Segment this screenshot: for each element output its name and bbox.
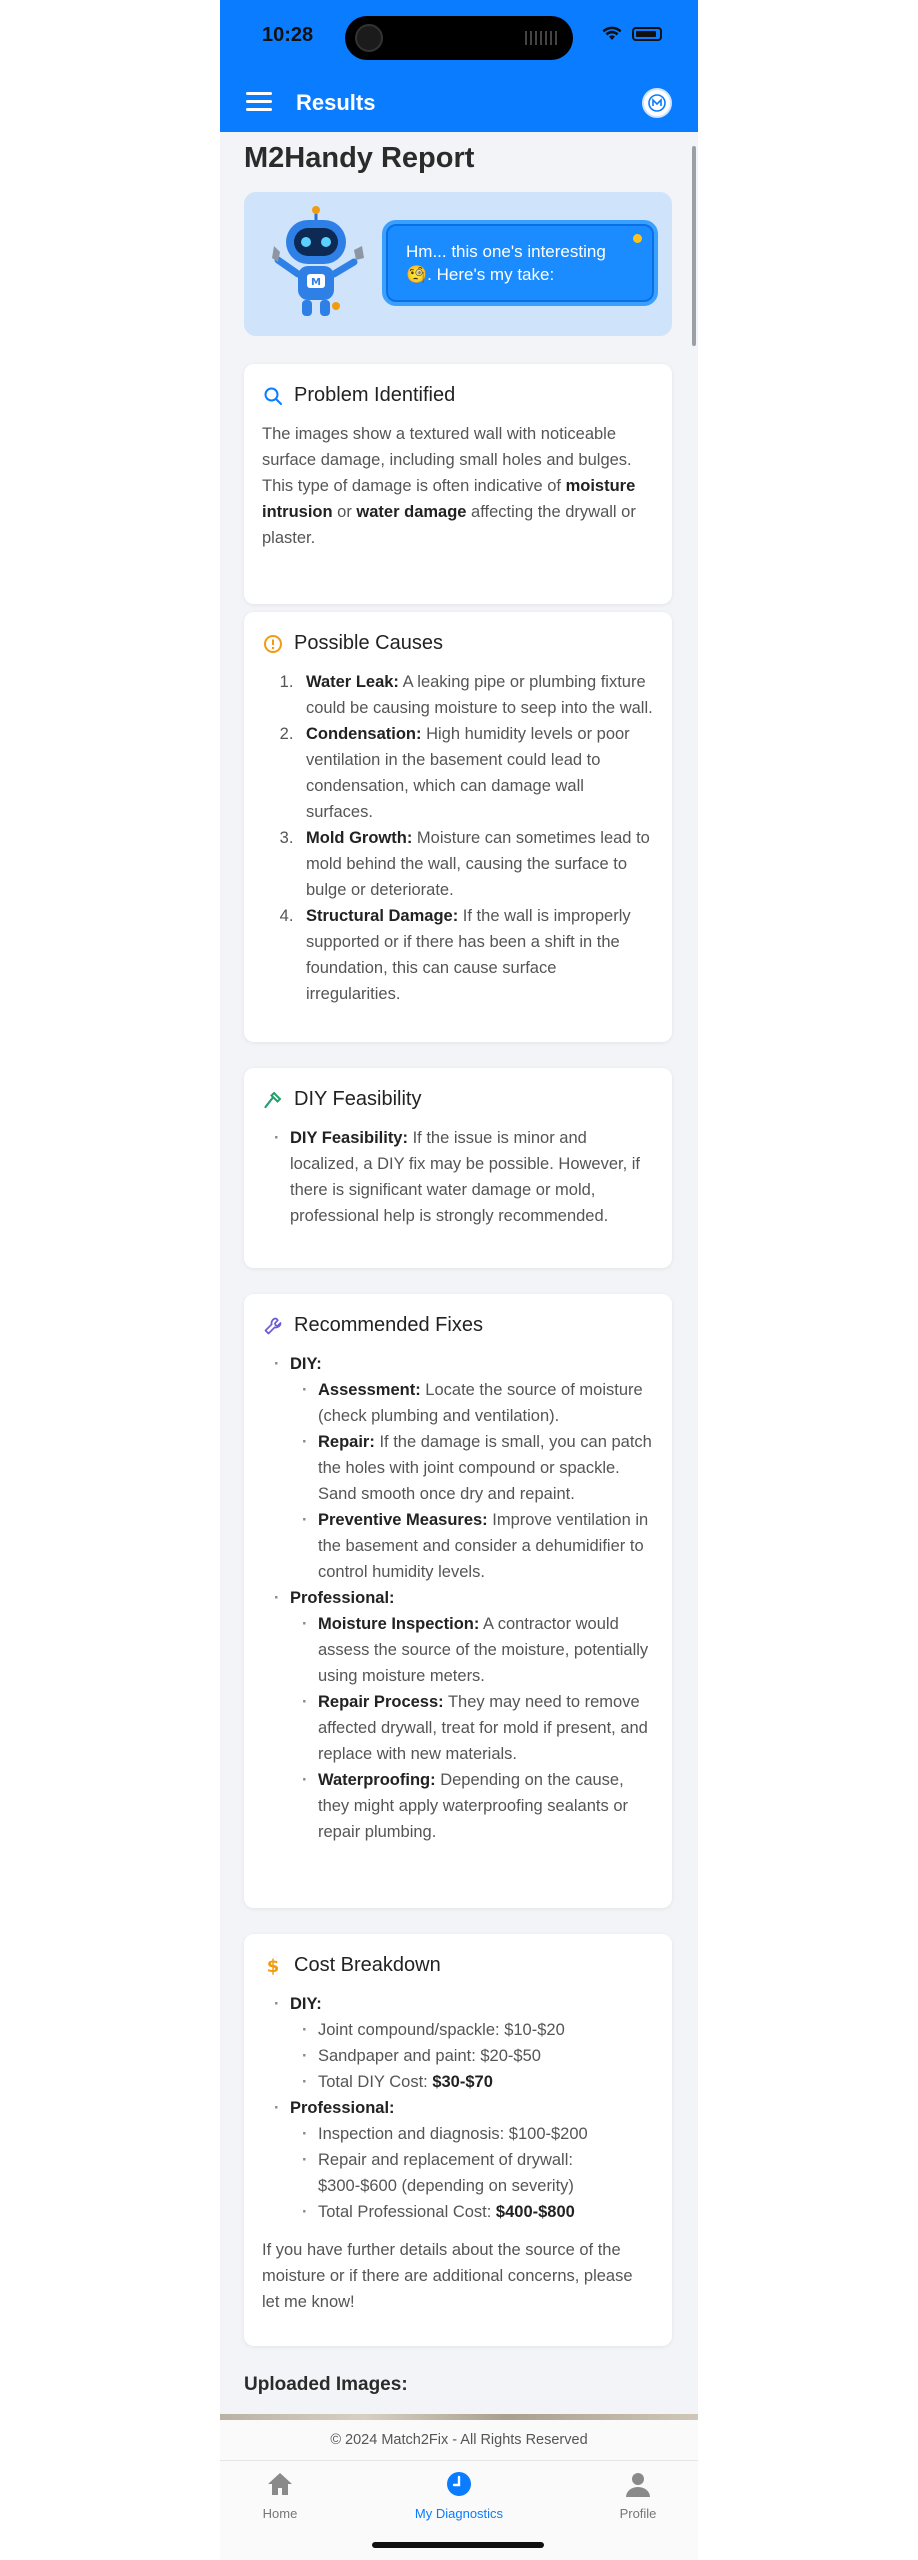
report-title: M2Handy Report <box>244 142 475 174</box>
causes-list <box>284 669 654 1007</box>
wifi-icon <box>602 26 622 42</box>
recommended-fixes-title: Recommended Fixes <box>294 1314 483 1336</box>
page-title: Results <box>296 90 376 115</box>
status-icons <box>602 26 662 42</box>
svg-text:$: $ <box>266 1955 280 1976</box>
uploaded-images-label: Uploaded Images: <box>244 2374 408 2395</box>
results-scroll-area[interactable] <box>220 132 698 2442</box>
person-icon <box>623 2469 653 2499</box>
list-item: · Professional: · Moisture Inspection: A contractor would assess the source of the moisture, potentially using moisture meters. · Repair Process: They may need to remove affected drywall, treat for mold if present, and replace with new materials. · Waterproofing: Depending on the cause, they might apply waterproofing sealants or repair plumbing. <box>262 1585 654 1845</box>
list-item: · Inspection and diagnosis: $100-$200 <box>290 2121 654 2147</box>
hamburger-menu-icon[interactable] <box>246 92 272 112</box>
list-item: · Preventive Measures: Improve ventilation in the basement and consider a dehumidifier to control humidity levels. <box>290 1507 654 1585</box>
robot-mascot-icon <box>264 206 368 322</box>
wrench-icon <box>262 1315 284 1337</box>
tab-profile[interactable] <box>578 2469 698 2521</box>
list-item: · Waterproofing: Depending on the cause, they might apply waterproofing sealants or repair plumbing. <box>290 1767 654 1845</box>
list-item: 3. Mold Growth: Moisture can sometimes lead to mold behind the wall, causing the surface to bulge or deteriorate. <box>298 825 654 903</box>
list-item: · Professional: · Inspection and diagnosis: $100-$200 · Repair and replacement of drywall: $300-$600 (depending on severity) · Total Professional Cost: $400-$800 <box>262 2095 654 2225</box>
diy-feasibility-title: DIY Feasibility <box>294 1088 422 1110</box>
assistant-speech-bubble <box>382 220 658 306</box>
list-item: · Repair Process: They may need to remove affected drywall, treat for mold if present, and replace with new materials. <box>290 1689 654 1767</box>
dollar-icon <box>262 1955 284 1977</box>
cost-breakdown-title: Cost Breakdown <box>294 1954 441 1976</box>
closing-note: If you have further details about the source of the moisture or if there are additional concerns, please let me know! <box>262 2241 633 2311</box>
list-item: · Repair: If the damage is small, you can patch the holes with joint compound or spackle. Sand smooth once dry and repaint. <box>290 1429 654 1507</box>
diy-feasibility-card <box>244 1068 672 1268</box>
assistant-banner <box>244 192 672 336</box>
recommended-fixes-card <box>244 1294 672 1908</box>
causes-card <box>244 612 672 1042</box>
tab-my-diagnostics[interactable] <box>399 2469 519 2521</box>
cost-list <box>262 1991 654 2225</box>
problem-description: The images show a textured wall with noticeable surface damage, including small holes and bulges. This type of damage is often indicative of moisture intrusion or water damage affecting the drywall or plaster. <box>262 425 636 547</box>
clock-icon <box>444 2469 474 2499</box>
audio-wave-icon <box>525 31 559 45</box>
list-item: · Total Professional Cost: $400-$800 <box>290 2199 654 2225</box>
list-item: 2. Condensation: High humidity levels or poor ventilation in the basement could lead to condensation, which can damage wall surfaces. <box>298 721 654 825</box>
status-bar <box>220 0 698 70</box>
scrollbar[interactable] <box>692 146 696 346</box>
phone-screen <box>220 0 698 2560</box>
list-item: · Assessment: Locate the source of moisture (check plumbing and ventilation). <box>290 1377 654 1429</box>
causes-title: Possible Causes <box>294 632 443 654</box>
app-bar <box>220 70 698 132</box>
list-item: · Sandpaper and paint: $20-$50 <box>290 2043 654 2069</box>
footer-copyright: © 2024 Match2Fix - All Rights Reserved <box>220 2420 698 2460</box>
list-item: 1. Water Leak: A leaking pipe or plumbing fixture could be causing moisture to seep into the wall. <box>298 669 654 721</box>
list-item: · Joint compound/spackle: $10-$20 <box>290 2017 654 2043</box>
diy-feasibility-list <box>262 1125 654 1229</box>
tab-home[interactable] <box>220 2469 340 2521</box>
list-item: · Repair and replacement of drywall: $300-$600 (depending on severity) <box>290 2147 654 2199</box>
list-item: 4. Structural Damage: If the wall is improperly supported or if there has been a shift in the foundation, this can cause surface irregularities. <box>298 903 654 1007</box>
list-item: · Total DIY Cost: $30-$70 <box>290 2069 654 2095</box>
list-item: · DIY: · Joint compound/spackle: $10-$20 · Sandpaper and paint: $20-$50 · Total DIY Cost: $30-$70 <box>262 1991 654 2095</box>
dynamic-island <box>345 16 573 60</box>
cost-breakdown-card <box>244 1934 672 2346</box>
camera-icon <box>355 24 383 52</box>
tab-label: Home <box>262 2506 298 2521</box>
problem-card <box>244 364 672 604</box>
list-item: · DIY: · Assessment: Locate the source of moisture (check plumbing and ventilation). · Repair: If the damage is small, you can patch the holes with joint compound or spackle. Sand smooth once dry and repaint. · Preventive Measures: Improve ventilation in the basement and consider a dehumidifier to control humidity levels. <box>262 1351 654 1585</box>
list-item: · DIY Feasibility: If the issue is minor and localized, a DIY fix may be possible. However, if there is significant water damage or mold, professional help is strongly recommended. <box>262 1125 654 1229</box>
tab-label: My Diagnostics <box>414 2506 504 2521</box>
home-icon <box>265 2469 295 2499</box>
battery-icon <box>632 27 662 41</box>
list-item: · Moisture Inspection: A contractor would assess the source of the moisture, potentially using moisture meters. <box>290 1611 654 1689</box>
fixes-list <box>262 1351 654 1845</box>
search-icon <box>262 385 284 407</box>
assistant-message: Hm... this one's interesting 🧐. Here's my take: <box>406 242 606 284</box>
hammer-icon <box>262 1089 284 1111</box>
svg-text:M: M <box>311 277 321 288</box>
problem-title: Problem Identified <box>294 384 456 406</box>
notification-dot <box>633 234 642 243</box>
home-indicator <box>372 2542 544 2548</box>
logo-icon <box>648 94 666 112</box>
alert-circle-icon <box>262 633 284 655</box>
tab-label: Profile <box>619 2506 657 2521</box>
status-time: 10:28 <box>262 24 314 46</box>
avatar[interactable] <box>642 88 672 118</box>
